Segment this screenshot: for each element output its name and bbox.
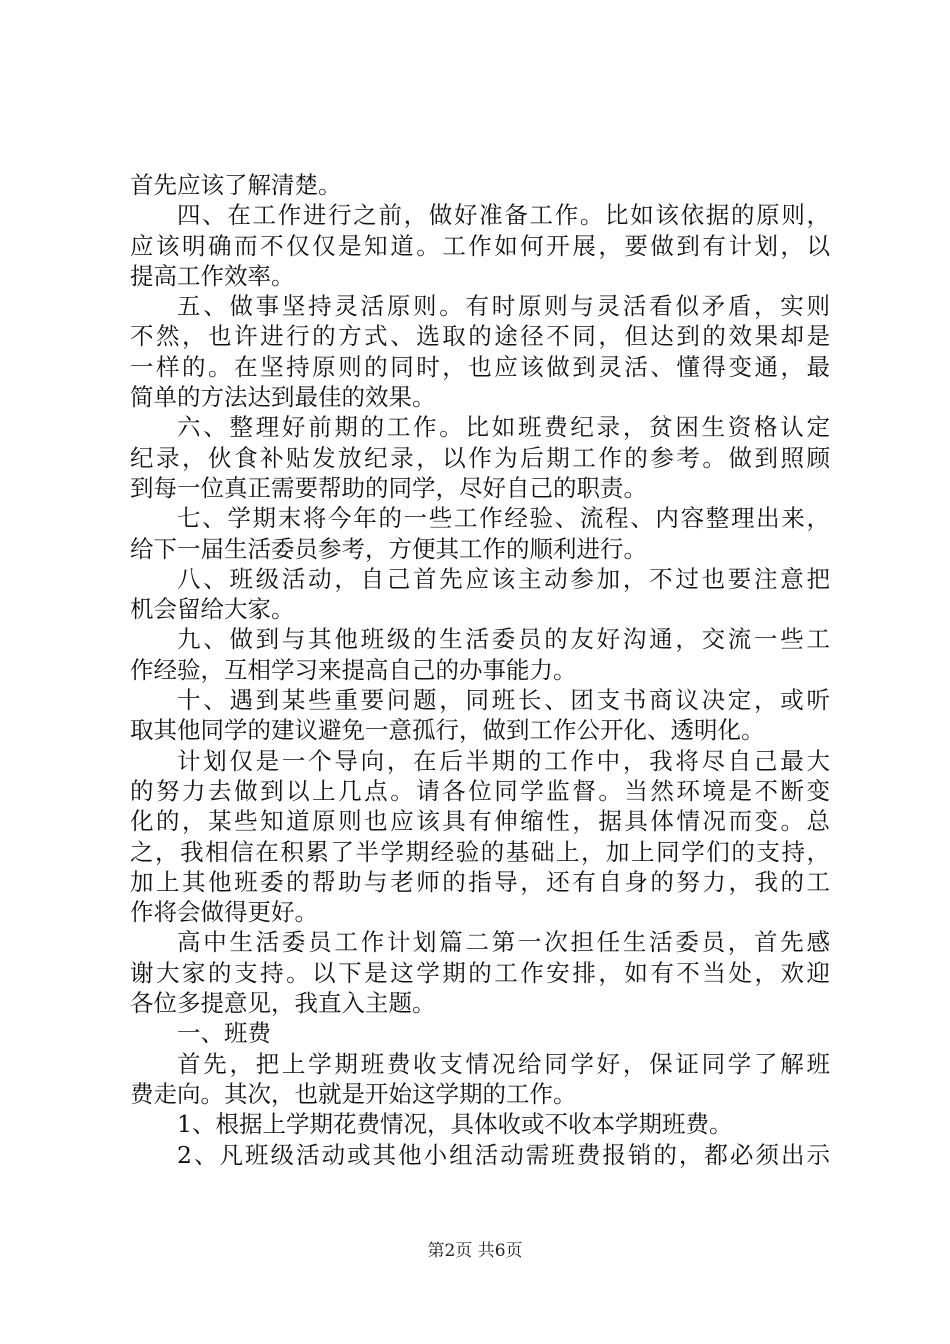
text-line: 谢大家的支持。以下是这学期的工作安排，如有不当处，欢迎 (130, 958, 830, 987)
text-line: 高中生活委员工作计划篇二第一次担任生活委员，首先感 (177, 928, 830, 957)
text-line: 的努力去做到以上几点。请各位同学监督。当然环境是不断变 (130, 776, 830, 805)
text-line: 九、做到与其他班级的生活委员的友好沟通，交流一些工 (177, 625, 830, 654)
text-line: 到每一位真正需要帮助的同学，尽好自己的职责。 (130, 473, 647, 502)
body-text (130, 170, 830, 1170)
text-line: 之，我相信在积累了半学期经验的基础上，加上同学们的支持， (130, 837, 830, 866)
text-line: 纪录，伙食补贴发放纪录，以作为后期工作的参考。做到照顾 (130, 443, 830, 472)
text-line: 各位多提意见，我直入主题。 (130, 989, 436, 1018)
text-line: 计划仅是一个导向，在后半期的工作中，我将尽自己最大 (177, 746, 830, 775)
text-line: 费走向。其次，也就是开始这学期的工作。 (130, 1079, 577, 1108)
text-line: 应该明确而不仅仅是知道。工作如何开展，要做到有计划，以 (130, 231, 830, 260)
text-line: 首先，把上学期班费收支情况给同学好，保证同学了解班 (177, 1049, 830, 1078)
text-line: 五、做事坚持灵活原则。有时原则与灵活看似矛盾，实则 (177, 292, 830, 321)
text-line: 作经验，互相学习来提高自己的办事能力。 (130, 655, 577, 684)
text-line: 一、班费 (177, 1019, 271, 1048)
text-line: 六、整理好前期的工作。比如班费纪录，贫困生资格认定 (177, 413, 830, 442)
text-line: 提高工作效率。 (130, 261, 295, 290)
text-line: 十、遇到某些重要问题，同班长、团支书商议决定，或听 (177, 686, 830, 715)
text-line: 加上其他班委的帮助与老师的指导，还有自身的努力，我的工 (130, 867, 830, 896)
text-line: 七、学期末将今年的一些工作经验、流程、内容整理出来， (177, 504, 830, 533)
text-line: 八、班级活动，自己首先应该主动参加，不过也要注意把 (177, 564, 830, 593)
text-line: 1、根据上学期花费情况，具体收或不收本学期班费。 (177, 1110, 733, 1139)
text-line: 取其他同学的建议避免一意孤行，做到工作公开化、透明化。 (130, 716, 765, 745)
text-line: 简单的方法达到最佳的效果。 (130, 383, 436, 412)
text-line: 2、凡班级活动或其他小组活动需班费报销的，都必须出示 (177, 1140, 830, 1169)
page-footer: 第2页 共6页 (427, 1241, 523, 1261)
text-line: 化的，某些知道原则也应该具有伸缩性，据具体情况而变。总 (130, 807, 830, 836)
text-line: 机会留给大家。 (130, 595, 295, 624)
text-line: 不然，也许进行的方式、选取的途径不同，但达到的效果却是 (130, 322, 830, 351)
text-line: 一样的。在坚持原则的同时，也应该做到灵活、懂得变通，最 (130, 352, 830, 381)
text-line: 四、在工作进行之前，做好准备工作。比如该依据的原则， (177, 201, 830, 230)
text-line: 给下一届生活委员参考，方便其工作的顺利进行。 (130, 534, 647, 563)
text-line: 首先应该了解清楚。 (130, 171, 342, 199)
text-line: 作将会做得更好。 (130, 898, 318, 927)
